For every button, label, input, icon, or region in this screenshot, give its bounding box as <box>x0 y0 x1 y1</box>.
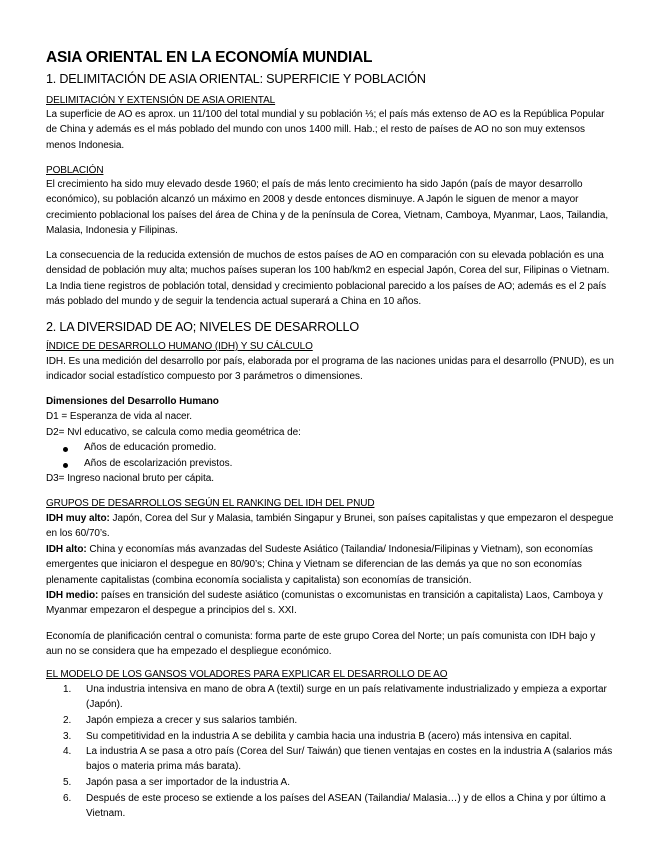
list-number: 3. <box>63 731 72 742</box>
group-text: Japón, Corea del Sur y Malasia, también Singapur y Brunei, son países capitalistas y que empezaron el despegue en los 60/70’s. <box>46 513 614 540</box>
group-text: China y economías más avanzadas del Sudeste Asiático (Tailandia/ Indonesia/Filipinas y Vietnam), son economías emergentes que iniciaron el despegue en 80/90’s; China y Vietnam se diferencian de las demás ya que no son economías plenamente capitalistas (combina economía socialista y capitalista) son economías de transición. <box>46 544 593 586</box>
subheading-idh: ÍNDICE DE DESARROLLO HUMANO (IDH) Y SU CÁLCULO <box>46 341 313 352</box>
paragraph-crecimiento: El crecimiento ha sido muy elevado desde 1960; el país de más lento crecimiento ha sido Japón (país de mayor desarrollo económico), su población alcanzó un máximo en 2008 y desde entonces disminuye. A Japón le siguen de menor a mayor crecimiento poblacional los países del área de China y de la península de Corea, Vietnam, Camboya, Myanmar, Laos, Tailandia, Malasia, Indonesia y Filipinas. <box>46 179 609 236</box>
list-text: La industria A se pasa a otro país (Corea del Sur/ Taiwán) que tienen ventajas en costes en la industria A (salarios más bajos o materia prima más barata). <box>86 746 613 773</box>
group-idh-alto <box>46 542 614 588</box>
list-item <box>46 744 614 775</box>
list-item <box>46 729 614 745</box>
list-text: Japón pasa a ser importador de la industria A. <box>86 777 291 788</box>
list-text: Japón empieza a crecer y sus salarios también. <box>86 715 298 726</box>
list-text: Una industria intensiva en mano de obra A (textil) surge en un país relativamente industrializado y empieza a exportar (Japón). <box>86 684 607 711</box>
group-idh-medio <box>46 588 614 619</box>
dimensions-heading: Dimensiones del Desarrollo Humano <box>46 396 219 407</box>
list-number: 1. <box>63 684 72 695</box>
list-text: Su competitividad en la industria A se debilita y cambia hacia una industria B (acero) más intensiva en capital. <box>86 731 572 742</box>
list-number: 5. <box>63 777 72 788</box>
list-item <box>46 775 614 791</box>
dimension-1: D1 = Esperanza de vida al nacer. <box>46 411 192 422</box>
paragraph-superficie: La superficie de AO es aprox. un 11/100 del total mundial y su población ⅓; el país más extenso de AO es la República Popular de China y además es el más poblado del mundo con unos 1400 mill. Hab.; el resto de países de AO no son muy extensos menos Indonesia. <box>46 109 605 151</box>
dimension-2: D2= Nvl educativo, se calcula como media geométrica de: <box>46 427 301 438</box>
list-item <box>46 713 614 729</box>
paragraph-densidad: La consecuencia de la reducida extensión de muchos de estos países de AO en comparación con su elevada población es una densidad de población muy alta; muchos países superan los 100 hab/km2 en especial Japón, Corea del sur, Filipinas o Vietnam. La India tiene registros de población total, densidad y crecimiento poblacional parecido a los países de AO; además es el 2 país más poblado del mundo y de seguir la tendencia actual superará a China en 10 años. <box>46 250 610 307</box>
list-text: Después de este proceso se extiende a los países del ASEAN (Tailandia/ Malasia…) y de ellos a China y por último a Vietnam. <box>86 793 606 820</box>
group-text: países en transición del sudeste asiático (comunistas o excomunistas en transición a capitalista) Laos, Camboya y Myanmar empezaron el despegue a principios del s. XXI. <box>46 590 603 617</box>
dimension-3: D3= Ingreso nacional bruto per cápita. <box>46 473 214 484</box>
list-item <box>46 791 614 822</box>
group-idh-muy-alto <box>46 511 614 542</box>
subheading-poblacion: POBLACIÓN <box>46 165 104 176</box>
group-label: IDH muy alto: <box>46 513 110 524</box>
list-number: 6. <box>63 793 72 804</box>
list-number: 2. <box>63 715 72 726</box>
list-number: 4. <box>63 746 72 757</box>
paragraph-planificacion: Economía de planificación central o comunista: forma parte de este grupo Corea del Norte; un país comunista con IDH bajo y aun no se considera que ha empezado el despliegue económico. <box>46 631 596 658</box>
section-1-heading: 1. DELIMITACIÓN DE ASIA ORIENTAL: SUPERFICIE Y POBLACIÓN <box>46 72 426 86</box>
bullet-dot <box>63 447 68 452</box>
list-item <box>46 682 614 713</box>
section-2-heading: 2. LA DIVERSIDAD DE AO; NIVELES DE DESARROLLO <box>46 320 359 334</box>
subheading-delimitacion: DELIMITACIÓN Y EXTENSIÓN DE ASIA ORIENTAL <box>46 95 276 106</box>
subheading-gansos: EL MODELO DE LOS GANSOS VOLADORES PARA EXPLICAR EL DESARROLLO DE AO <box>46 669 448 680</box>
document-title: ASIA ORIENTAL EN LA ECONOMÍA MUNDIAL <box>46 49 373 66</box>
bullet-item: Años de escolarización previstos. <box>84 458 233 469</box>
subheading-grupos: GRUPOS DE DESARROLLOS SEGÚN EL RANKING DEL IDH DEL PNUD <box>46 498 375 509</box>
group-label: IDH alto: <box>46 544 87 555</box>
paragraph-idh: IDH. Es una medición del desarrollo por país, elaborada por el programa de las naciones unidas para el desarrollo (PNUD), es un indicador social estadístico compuesto por 3 parámetros o dimensiones. <box>46 356 614 383</box>
bullet-item: Años de educación promedio. <box>84 442 217 453</box>
bullet-dot <box>63 463 68 468</box>
group-label: IDH medio: <box>46 590 99 601</box>
